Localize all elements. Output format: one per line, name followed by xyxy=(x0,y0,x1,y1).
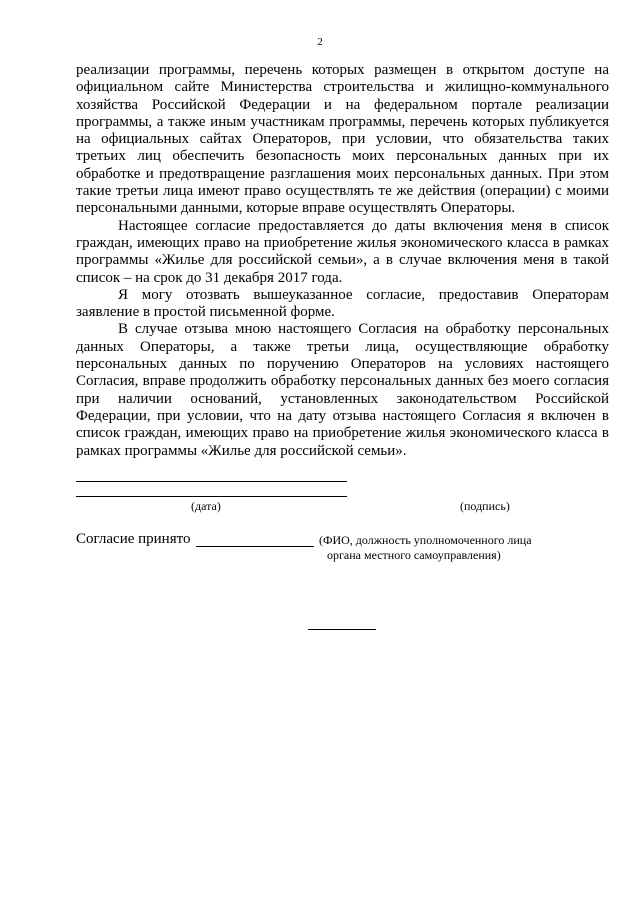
signature-blank-line-upper xyxy=(76,481,347,482)
date-caption: (дата) xyxy=(191,499,221,513)
official-caption-line-1: (ФИО, должность уполномоченного лица xyxy=(319,533,532,547)
signature-caption: (подпись) xyxy=(460,499,510,513)
paragraph-consent-term: Настоящее согласие предоставляется до даты включения меня в список граждан, имеющих право на приобретение жилья экономического класса в рамках программы «Жилье для российской семьи», а в случае включения меня в такой список – на срок до 31 декабря 2017 года. xyxy=(76,217,609,286)
paragraph-revocation-consequences: В случае отзыва мною настоящего Согласия на обработку персональных данных Операторы, а также третьи лица, осуществляющие обработку персональных данных по поручению Операторов на условиях настоящего Согласия, вправе продолжить обработку персональных данных без моего согласия при наличии оснований, установленных законодательством Российской Федерации, при условии, что на дату отзыва настоящего Согласия я включен в список граждан, имеющих право на приобретение жилья экономического класса в рамках программы «Жилье для российской семьи». xyxy=(76,321,609,459)
consent-body-text xyxy=(76,62,609,460)
consent-accepted-blank-line xyxy=(196,546,314,547)
signature-blank-line-lower xyxy=(76,496,347,497)
consent-accepted-label: Согласие принято xyxy=(76,531,191,547)
page-number: 2 xyxy=(317,36,323,48)
official-caption-line-2: органа местного самоуправления) xyxy=(327,548,501,562)
official-caption xyxy=(319,533,532,563)
document-end-line xyxy=(308,629,376,630)
paragraph-consent-revocation: Я могу отозвать вышеуказанное согласие, предоставив Операторам заявление в простой письменной форме. xyxy=(76,286,609,321)
paragraph-continuation: реализации программы, перечень которых размещен в открытом доступе на официальном сайте Министерства строительства и жилищно-коммунального хозяйства Российской Федерации и на федеральном портале реализации программы, а также иным участникам программы, перечень которых публикуется на официальных сайтах Операторов, при условии, что обязательства таких третьих лиц обеспечить безопасность моих персональных данных при их обработке и предотвращение разглашения моих персональных данных. При этом такие третьи лица имеют право осуществлять те же действия (операции) с моими персональными данными, которые вправе осуществлять Операторы. xyxy=(76,62,609,217)
